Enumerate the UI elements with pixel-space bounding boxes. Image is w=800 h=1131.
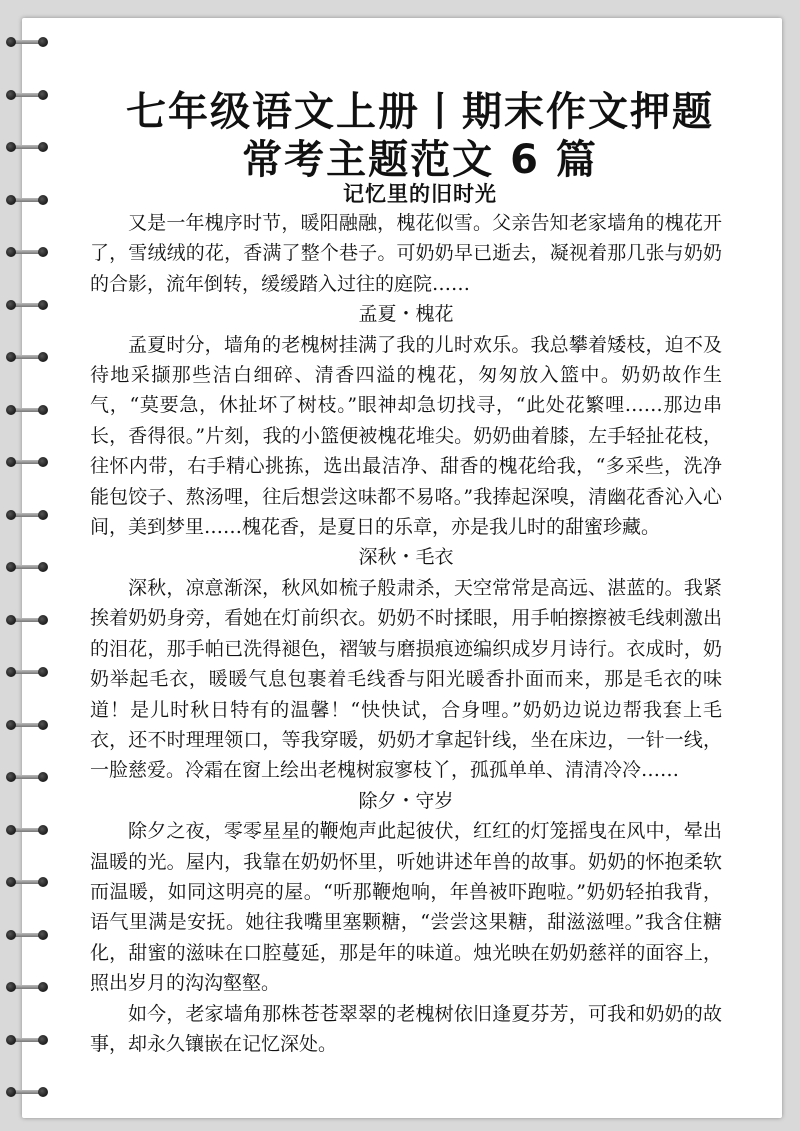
binder-ring-icon xyxy=(4,979,50,995)
binder-ring-icon xyxy=(4,34,50,50)
binder-ring-icon xyxy=(4,927,50,943)
binder-ring-icon xyxy=(4,454,50,470)
section-heading: 孟夏・槐花 xyxy=(358,303,454,326)
binder-ring-icon xyxy=(4,559,50,575)
binder-ring-icon xyxy=(4,402,50,418)
binder-ring-icon xyxy=(4,1084,50,1100)
binder-ring-icon xyxy=(4,822,50,838)
page-subtitle: 常考主题范文 6 篇 xyxy=(242,137,598,183)
essay-paragraph: 除夕之夜，零零星星的鞭炮声此起彼伏，红红的灯笼摇曳在风中，晕出温暖的光。屋内，我靠在奶奶怀里，听她讲述年兽的故事。奶奶的怀抱柔软而温暖，如同这明亮的屋。“听那鞭炮响，年兽被吓跑啦。”奶奶轻拍我背，语气里满是安抚。她往我嘴里塞颗糖，“尝尝这果糖，甜滋滋哩。”我含住糖化，甜蜜的滋味在口腔蔓延，那是年的味道。烛光映在奶奶慈祥的面容上，照出岁月的沟沟壑壑。 xyxy=(90,820,722,995)
binder-ring-icon xyxy=(4,717,50,733)
essay-paragraph: 如今，老家墙角那株苍苍翠翠的老槐树依旧逢夏芬芳，可我和奶奶的故事，却永久镶嵌在记忆深处。 xyxy=(90,1002,722,1055)
binder-ring-icon xyxy=(4,349,50,365)
essay-paragraph: 又是一年槐序时节，暖阳融融，槐花似雪。父亲告知老家墙角的槐花开了，雪绒绒的花，香满了整个巷子。可奶奶早已逝去，凝视着那几张与奶奶的合影，流年倒转，缓缓踏入过往的庭院…… xyxy=(90,212,722,295)
binder-ring-icon xyxy=(4,1032,50,1048)
essay-title: 记忆里的旧时光 xyxy=(343,181,497,206)
essay-paragraph: 孟夏时分，墙角的老槐树挂满了我的儿时欢乐。我总攀着矮枝，迫不及待地采撷那些洁白细碎、清香四溢的槐花，匆匆放入篮中。奶奶故作生气，“莫要急，休扯坏了树枝。”眼神却急切找寻，“此处花繁哩……那边串长，香得很。”片刻，我的小篮便被槐花堆尖。奶奶曲着膝，左手轻扯花枝，往怀内带，右手精心挑拣，选出最洁净、甜香的槐花给我，“多采些，洗净能包饺子、熬汤哩，往后想尝这味都不易咯。”我捧起深嗅，清幽花香沁入心间，美到梦里……槐花香，是夏日的乐章，亦是我儿时的甜蜜珍藏。 xyxy=(90,333,722,539)
essay-paragraph: 深秋，凉意渐深，秋风如梳子般肃杀，天空常常是高远、湛蓝的。我紧挨着奶奶身旁，看她在灯前织衣。奶奶不时揉眼，用手帕擦擦被毛线刺激出的泪花，那手帕已洗得褪色，褶皱与磨损痕迹编织成岁月诗行。衣成时，奶奶举起毛衣，暖暖气息包裹着毛线香与阳光暖香扑面而来，那是毛衣的味道！是儿时秋日特有的温馨！“快快试，合身哩。”奶奶边说边帮我套上毛衣，还不时理理领口，等我穿暖，奶奶才拿起针线，坐在床边，一针一线，一脸慈爱。冷霜在窗上绘出老槐树寂寥枝丫，孤孤单单、清清冷冷…… xyxy=(90,576,722,782)
binder-ring-icon xyxy=(4,874,50,890)
binder-ring-icon xyxy=(4,87,50,103)
essay-body xyxy=(90,208,722,1059)
page-title: 七年级语文上册丨期末作文押题 xyxy=(126,89,714,135)
binder-ring-icon xyxy=(4,244,50,260)
binder-ring-icon xyxy=(4,297,50,313)
section-heading: 深秋・毛衣 xyxy=(358,546,454,569)
binder-ring-icon xyxy=(4,507,50,523)
binder-ring-icon xyxy=(4,612,50,628)
binder-rings xyxy=(0,0,60,1131)
section-heading: 除夕・守岁 xyxy=(358,789,454,812)
binder-ring-icon xyxy=(4,192,50,208)
binder-ring-icon xyxy=(4,664,50,680)
binder-ring-icon xyxy=(4,139,50,155)
binder-ring-icon xyxy=(4,769,50,785)
